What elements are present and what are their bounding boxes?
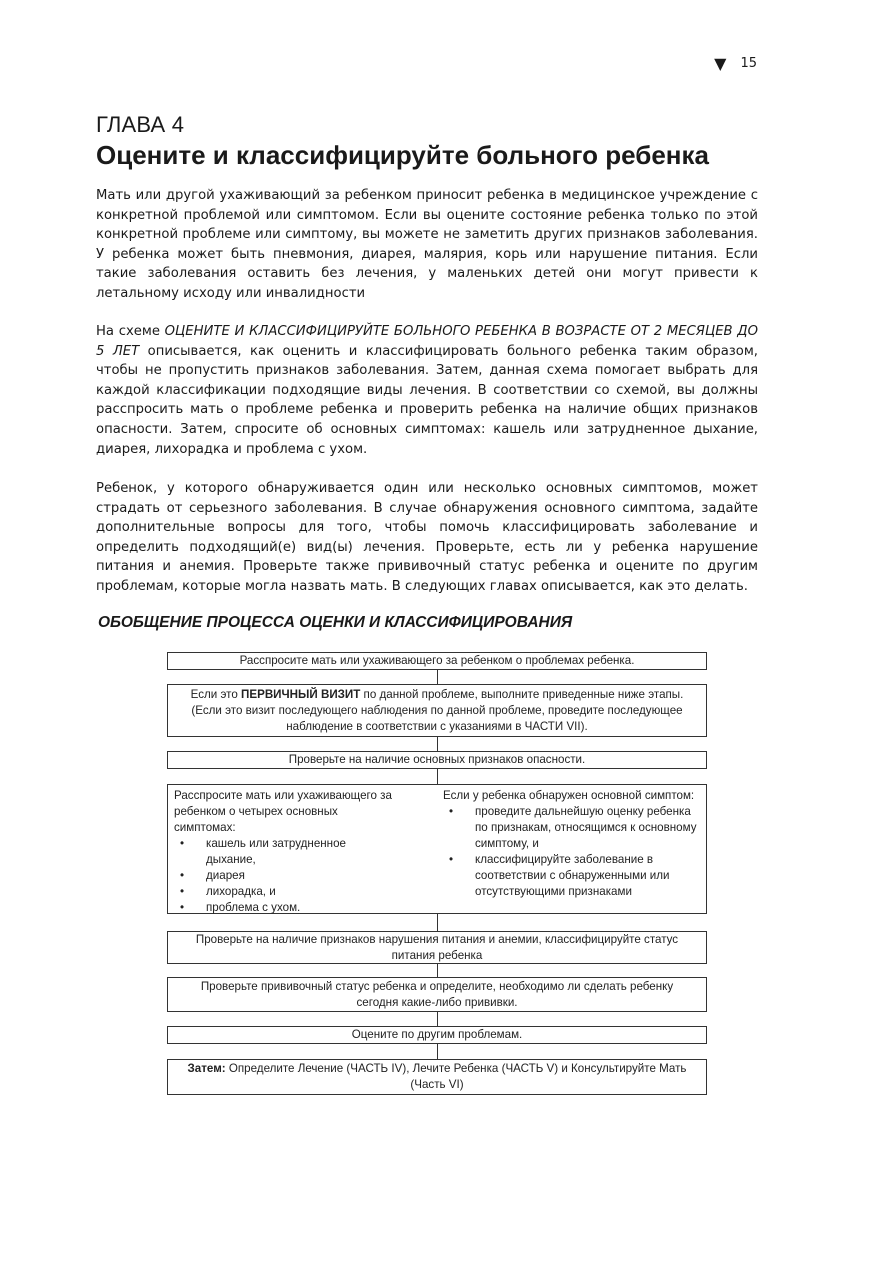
flow-step-ask-mother: Расспросите мать или ухаживающего за ребенком о проблемах ребенка. bbox=[167, 652, 707, 670]
summary-heading: ОБОБЩЕНИЕ ПРОЦЕССА ОЦЕНКИ И КЛАССИФИЦИРОВАНИЯ bbox=[98, 614, 573, 631]
connector-line bbox=[437, 1011, 438, 1026]
connector-line bbox=[437, 913, 438, 931]
connector-line bbox=[437, 669, 438, 684]
list-item: • проблема с ухом. bbox=[206, 900, 397, 916]
scheme-name: ОЦЕНИТЕ И КЛАССИФИЦИРУЙТЕ БОЛЬНОГО РЕБЕНКА В ВОЗРАСТЕ ОТ 2 МЕСЯЦЕВ ДО 5 ЛЕТ bbox=[96, 324, 758, 359]
flow-step-first-visit: Если это ПЕРВИЧНЫЙ ВИЗИТ по данной проблеме, выполните приведенные ниже этапы. (Если это визит последующего наблюдения по данной проблеме, проведите последующее наблюдение в соответствии с указаниями в ЧАСТИ VII). bbox=[167, 684, 707, 737]
page-number: 15 bbox=[740, 56, 757, 71]
flow-step-nutrition: Проверьте на наличие признаков нарушения питания и анемии, классифицируйте статус питания ребенка bbox=[167, 931, 707, 964]
connector-line bbox=[437, 736, 438, 751]
paragraph-intro: Мать или другой ухаживающий за ребенком приносит ребенка в медицинское учреждение с конкретной проблемой или симптомом. Если вы оцените состояние ребенка только по этой конкретной проблеме или симптому, вы можете не заметить других признаков заболевания. У ребенка может быть пневмония, диарея, малярия, корь или нарушение питания. Если такие заболевания оставить без лечения, у маленьких детей они могут привести к летальному исходу или инвалидности bbox=[96, 188, 758, 301]
flow-step-danger-signs: Проверьте на наличие основных признаков опасности. bbox=[167, 751, 707, 769]
list-item: • кашель или затрудненное дыхание, bbox=[206, 836, 397, 868]
flow-step-then: Затем: Определите Лечение (ЧАСТЬ IV), Лечите Ребенка (ЧАСТЬ V) и Консультируйте Мать (Часть VI) bbox=[167, 1059, 707, 1095]
main-symptoms-column: Расспросите мать или ухаживающего за ребенком о четырех основных симптомах: • кашель или затрудненное дыхание, • диарея • лихорадка, и • проблема с ухом. bbox=[168, 785, 437, 913]
paragraph-symptoms: Ребенок, у которого обнаруживается один или несколько основных симптомов, может страдать от серьезного заболевания. В случае обнаружения основного симптома, задайте дополнительные вопросы для того, чтобы помочь классифицировать заболевание и определить подходящий(е) вид(ы) лечения. Проверьте, есть ли у ребенка нарушение питания и анемия. Проверьте также прививочный статус ребенка и оцените по другим проблемам, которые могла назвать мать. В следующих главах описывается, как это делать. bbox=[96, 481, 758, 594]
connector-line bbox=[437, 768, 438, 784]
list-item: • диарея bbox=[206, 868, 397, 884]
connector-line bbox=[437, 963, 438, 977]
triangle-down-icon: ▼ bbox=[714, 54, 727, 73]
flow-step-main-symptoms bbox=[167, 784, 707, 914]
list-item: • проведите дальнейшую оценку ребенка по признакам, относящимся к основному симптому, и bbox=[475, 804, 700, 852]
connector-line bbox=[437, 1043, 438, 1059]
flow-step-other-problems: Оцените по другим проблемам. bbox=[167, 1026, 707, 1044]
symptom-found-column: Если у ребенка обнаружен основной симптом: • проведите дальнейшую оценку ребенка по признакам, относящимся к основному симптому, и • классифицируйте заболевание в соответствии с обнаруженными или отсутствующими признаками bbox=[437, 785, 706, 913]
chapter-label: ГЛАВА 4 bbox=[96, 112, 185, 137]
page-title: Оцените и классифицируйте больного ребенка bbox=[96, 140, 709, 170]
paragraph-scheme: На схеме ОЦЕНИТЕ И КЛАССИФИЦИРУЙТЕ БОЛЬНОГО РЕБЕНКА В ВОЗРАСТЕ ОТ 2 МЕСЯЦЕВ ДО 5 ЛЕТ описывается, как оценить и классифицировать больного ребенка таким образом, чтобы не пропустить признаков заболевания. Затем, данная схема помогает выбрать для каждой классификации подходящие виды лечения. В соответствии со схемой, вы должны расспросить мать о проблеме ребенка и проверить ребенка на наличие общих признаков опасности. Затем, спросите об основных симптомах: кашель или затрудненное дыхание, диарея, лихорадка и проблема с ухом. bbox=[96, 324, 758, 457]
flow-step-immunization: Проверьте прививочный статус ребенка и определите, необходимо ли сделать ребенку сегодня какие-либо прививки. bbox=[167, 977, 707, 1012]
page-header bbox=[714, 54, 757, 73]
list-item: • классифицируйте заболевание в соответствии с обнаруженными или отсутствующими признаками bbox=[475, 852, 700, 900]
list-item: • лихорадка, и bbox=[206, 884, 397, 900]
